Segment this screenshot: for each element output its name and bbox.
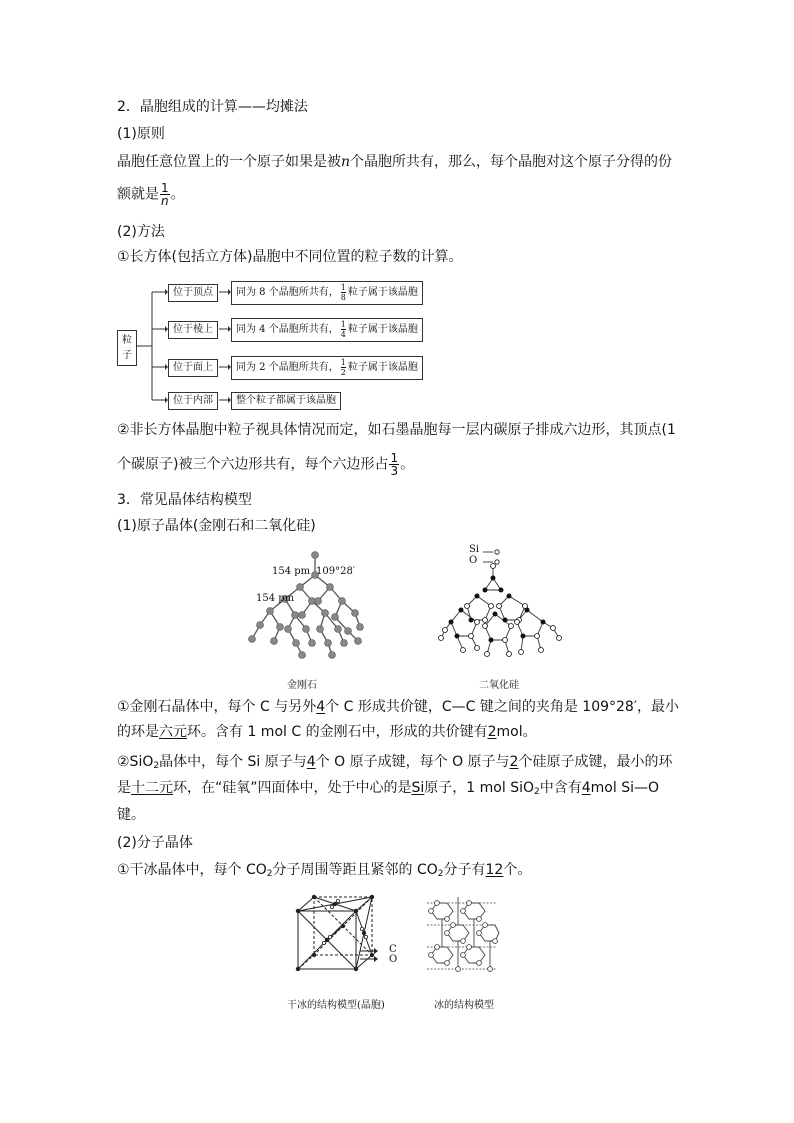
diamond-answer-six-ring: 六元 — [159, 724, 187, 740]
rule-edge-prefix: 同为 4 个晶胞所共有， — [236, 324, 339, 335]
sio2-answer-4-mol: 4 — [581, 780, 591, 796]
sio2-text-j: 中含有 — [539, 780, 582, 796]
section-2-title: 2．晶胞组成的计算——均摊法 — [117, 99, 308, 115]
dry-ice-caption: 干冰的结构模型(晶胞) — [287, 1000, 385, 1011]
rule-face-suffix: 粒子属于该晶胞 — [347, 362, 418, 373]
frac-num: 1 — [340, 283, 346, 292]
sio2-text-line-1 — [117, 752, 672, 776]
atomic-crystal-label: (1)原子晶体(金刚石和二氧化硅) — [117, 518, 316, 534]
sio2-answer-2: 2 — [509, 754, 519, 770]
sio2-text-g: 是 — [117, 780, 131, 796]
rule-vertex-suffix: 粒子属于该晶胞 — [347, 287, 418, 298]
diamond-angle-label: 109°28′ — [316, 566, 356, 577]
position-face-box: 位于面上 — [168, 359, 218, 377]
frac-den: 3 — [390, 464, 399, 478]
principle-end: 。 — [170, 186, 185, 203]
diamond-bond-length-label-1: 154 pm — [272, 566, 311, 577]
diamond-caption: 金刚石 — [287, 680, 317, 691]
frac-num: 1 — [340, 358, 346, 367]
dry-ice-subscript-1: 2 — [266, 869, 273, 879]
sio2-o-label: O — [469, 555, 478, 566]
sio2-subscript-2: 2 — [534, 787, 540, 797]
principle-text-a: 晶胞任意位置上的一个原子如果是被 — [117, 154, 341, 170]
rule-vertex-box — [231, 281, 423, 305]
sio2-structure-figure — [437, 548, 567, 663]
sio2-text-k: mol Si—O — [590, 780, 659, 796]
fraction-1-2 — [341, 358, 346, 377]
sio2-text-f: 个硅原子成键，最小的环 — [518, 754, 673, 770]
position-edge-box: 位于棱上 — [168, 321, 218, 339]
principle-line-2 — [117, 182, 185, 207]
sio2-text-i: 原子，1 mol SiO — [424, 780, 534, 796]
diamond-text-e: 环。含有 1 mol C 的金刚石中，形成的共价键有 — [187, 724, 488, 740]
section-3-title: 3．常见晶体结构模型 — [117, 492, 252, 508]
ice-structure-figure — [425, 895, 500, 985]
rule-interior-box: 整个粒子都属于该晶胞 — [231, 392, 341, 410]
position-vertex-box: 位于顶点 — [168, 284, 218, 302]
method-item-2-text: 个碳原子)被三个六边形共有，每个六边形占 — [117, 456, 389, 473]
frac-den: 8 — [340, 293, 346, 302]
dry-ice-o-label: O — [389, 954, 398, 965]
diamond-answer-4: 4 — [316, 699, 326, 715]
fraction-1-4 — [341, 320, 346, 339]
dry-ice-text-b: 分子周围等距且紧邻的 CO — [272, 862, 438, 878]
frac-den: 2 — [340, 368, 346, 377]
diamond-bond-length-label-2: 154 pm — [256, 593, 295, 604]
sio2-subscript: 2 — [153, 761, 160, 771]
sio2-answer-twelve-ring: 十二元 — [131, 780, 173, 796]
sio2-answer-4: 4 — [306, 754, 316, 770]
dry-ice-unit-cell-figure — [290, 893, 385, 983]
diamond-text-line-1 — [117, 697, 679, 717]
molecular-crystal-label: (2)分子晶体 — [117, 835, 193, 851]
sio2-text-a: ②SiO — [117, 754, 154, 770]
method-item-2-line-1: ②非长方体晶胞中粒子视具体情况而定，如石墨晶胞每一层内碳原子排成六边形，其顶点(1 — [117, 422, 676, 438]
sio2-caption: 二氧化硅 — [479, 680, 519, 691]
dry-ice-text-a: ①干冰晶体中，每个 CO — [117, 862, 267, 878]
frac-den: 4 — [340, 330, 346, 339]
principle-text-b: 个晶胞所共有，那么，每个晶胞对这个原子分得的份 — [350, 154, 673, 170]
particle-root-box: 粒子 — [117, 330, 137, 366]
sio2-si-label: Si — [469, 544, 480, 555]
rule-edge-box — [231, 318, 423, 342]
position-interior-box: 位于内部 — [168, 392, 218, 410]
sio2-answer-si: Si — [411, 780, 425, 796]
dry-ice-c-label: C — [389, 944, 397, 955]
fraction-1-8 — [341, 283, 346, 302]
fraction-1-over-n — [160, 182, 170, 207]
dry-ice-answer-12: 12 — [485, 862, 504, 878]
rule-vertex-prefix: 同为 8 个晶胞所共有， — [236, 287, 339, 298]
dry-ice-text-c: 分子有 — [443, 862, 486, 878]
dry-ice-text-e: 个。 — [503, 862, 532, 878]
diamond-answer-2: 2 — [487, 724, 497, 740]
diamond-text-f: mol。 — [496, 724, 537, 740]
rule-face-prefix: 同为 2 个晶胞所共有， — [236, 362, 339, 373]
frac-den: n — [161, 194, 169, 208]
sio2-text-d: 个 O 原子成键，每个 O 原子与 — [315, 754, 510, 770]
frac-num: 1 — [161, 181, 169, 195]
sio2-text-h: 环，在“硅氧”四面体中，处于中心的是 — [173, 780, 412, 796]
sio2-text-b: 晶体中，每个 Si 原子与 — [159, 754, 307, 770]
frac-num: 1 — [340, 320, 346, 329]
method-label: (2)方法 — [117, 224, 165, 240]
dry-ice-text — [117, 860, 531, 884]
principle-line-1 — [117, 152, 672, 172]
principle-label: (1)原则 — [117, 126, 165, 142]
diamond-text-d: 的环是 — [117, 724, 159, 740]
diamond-text-a: ①金刚石晶体中，每个 C 与另外 — [117, 699, 317, 715]
sio2-text-line-2 — [117, 778, 659, 802]
rule-edge-suffix: 粒子属于该晶胞 — [347, 324, 418, 335]
principle-text-c: 额就是 — [117, 186, 159, 203]
rule-face-box — [231, 356, 423, 380]
fraction-1-3 — [389, 452, 399, 477]
dry-ice-subscript-2: 2 — [437, 869, 444, 879]
frac-num: 1 — [390, 451, 399, 465]
sio2-text-line-3: 键。 — [117, 807, 145, 823]
method-item-1: ①长方体(包括立方体)晶胞中不同位置的粒子数的计算。 — [117, 249, 463, 265]
method-item-2-line-2 — [117, 452, 414, 477]
ice-caption: 冰的结构模型 — [434, 1000, 494, 1011]
principle-n: n — [341, 154, 351, 170]
diamond-text-c: 个 C 形成共价键，C—C 键之间的夹角是 109°28′，最小 — [325, 699, 679, 715]
method-item-2-end: 。 — [400, 456, 415, 473]
diamond-text-line-2 — [117, 722, 537, 742]
